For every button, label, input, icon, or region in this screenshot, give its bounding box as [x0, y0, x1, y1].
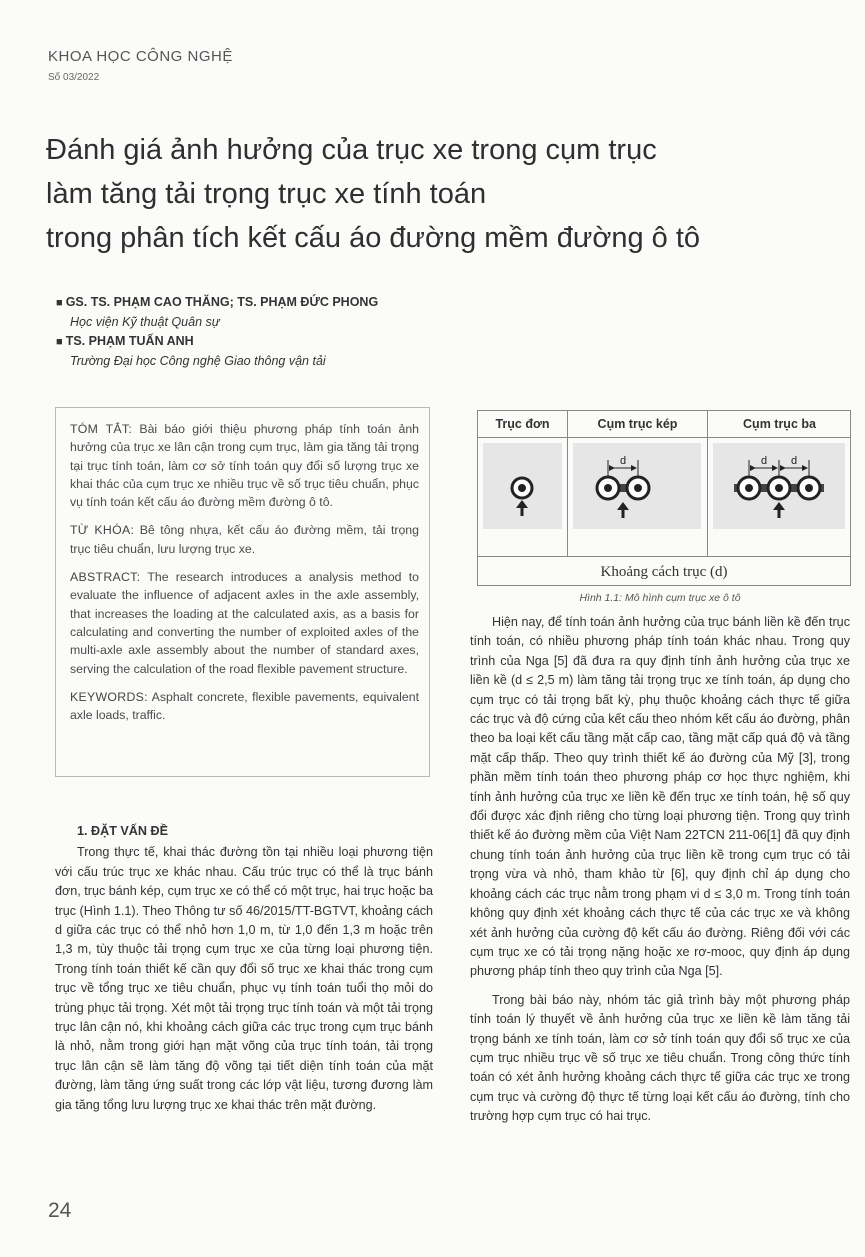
title-line: Đánh giá ảnh hưởng của trục xe trong cụm trục	[46, 134, 657, 166]
author-block	[56, 293, 476, 371]
author-affiliation: Học viện Kỹ thuật Quân sự	[70, 315, 220, 329]
tandem-dim-label: d	[619, 455, 627, 467]
tridem-dim-label: d	[790, 455, 798, 467]
author-name: ■ TS. PHẠM TUẤN ANH	[56, 332, 476, 352]
section-label: KHOA HỌC CÔNG NGHỆ	[48, 48, 233, 65]
keywords-en-text: Asphalt concrete, flexible pavements, equivalent axle loads, traffic.	[70, 689, 419, 723]
left-column	[55, 822, 433, 1115]
paragraph: Hiện nay, để tính toán ảnh hưởng của trục bánh liền kề đến trục tính toán, có nhiều phương pháp tính toán khác nhau. Trong quy trình của Nga [5] đã đưa ra quy định tính ảnh hưởng của trục xe liền kề (d ≤ 2,5 m) làm tăng tải trọng trục xe tính toán, áp dụng cho cụm trục có tải trọng bất kỳ, phụ thuộc khoảng cách thực tế giữa các trục và độ cứng của kết cấu theo nhóm kết cấu áo đường, phân theo ba loại kết cấu tầng mặt cấp cao, tầng mặt cấp quá độ và tầng mặt cấp thấp. Theo quy trình thiết kế áo đường của Mỹ [3], trong phần mềm tính toán theo phương pháp cơ học thực nghiệm, khi tính ảnh hưởng của trục xe liền kề đến trục xe tính toán, hệ số quy đổi được xác định riêng cho từng loại phương tiện. Trong quy trình thiết kế áo đường mềm của Việt Nam 22TCN 211-06[1] đã quy định chung tính toán ảnh hưởng của trục liền kề trong cụm trục có tải trọng vừa và nhỏ, tham khảo từ [6], quy định chỉ áp dụng cho khoảng cách các trục nằm trong phạm vi d ≤ 3,0 m. Trong tính toán không quy định xét khoảng cách thực tế của các trục xe và không xét ảnh hưởng của cường độ kết cấu áo đường. Riêng đối với các cụm trục xe có tải trọng nặng hoặc xe rơ-mooc, quy định áp dụng phương pháp tính theo quy trình của Nga [5].	[470, 615, 850, 979]
title-line: trong phân tích kết cấu áo đường mềm đường ô tô	[46, 222, 701, 254]
article-title	[46, 128, 826, 260]
keywords-vn	[70, 521, 419, 558]
abstract-en-label: ABSTRACT:	[70, 570, 141, 585]
axle-figure	[477, 410, 851, 586]
fig-header-tandem: Cụm trục kép	[568, 411, 707, 438]
right-column	[470, 613, 850, 1127]
keywords-vn-label: TỪ KHÓA:	[70, 523, 135, 538]
keywords-en	[70, 688, 419, 725]
figure-caption: Hình 1.1: Mô hình cụm trục xe ô tô	[579, 592, 741, 604]
paragraph: Trong bài báo này, nhóm tác giả trình bày một phương pháp tính toán lý thuyết về ảnh hưởng của trục xe liền kề làm tăng tải trọng bánh xe tính toán, làm cơ sở tính toán quy đổi số trục xe của cụm trục nhiều trục về số trục xe tiêu chuẩn. Trong công thức tính toán có xét ảnh hưởng khoảng cách thực tế giữa các trục xe trong cụm trục và cường độ thực tế từng loại kết cấu áo đường, tính cho trường hợp cụm trục có hai trục.	[470, 992, 850, 1124]
tridem-dim-label: d	[760, 455, 768, 467]
author-affiliation: Trường Đại học Công nghệ Giao thông vận tải	[70, 354, 326, 368]
abstract-vn-label: TÓM TẮT:	[70, 422, 133, 436]
issue-number: Số 03/2022	[48, 72, 100, 83]
author-name: ■ GS. TS. PHẠM CAO THĂNG; TS. PHẠM ĐỨC PHONG	[56, 293, 476, 313]
axle-diagrams	[478, 438, 850, 556]
abstract-box	[55, 407, 430, 777]
paragraph: Trong thực tế, khai thác đường tồn tại nhiều loại phương tiện với cấu trúc trục xe khác nhau. Cấu trúc trục có thể là trục bánh đơn, trục bánh kép, cụm trục xe có thể có một trục, hai trục hoặc ba trục (Hình 1.1). Theo Thông tư số 46/2015/TT-BGTVT, khoảng cách d giữa các trục có thể nhỏ hơn 1,0 m, từ 1,0 đến 1,3 m hoặc trên 1,3 m, tùy thuộc tải trọng cụm trục xe của từng loại phương tiện. Trong tính toán thiết kế cần quy đổi số trục xe khai thác trong cụm trục về tổng trục xe tiêu chuẩn, phục vụ tính toán tuổi thọ mỏi do trùng phục tải trọng. Xét một tải trọng trục tính toán và một tải trọng trục lân cận nó, khi khoảng cách giữa các trục trong cụm trục bánh là nhỏ, nằm trong giới hạn mặt võng của trục tính toán, tải trọng trục lân cận sẽ làm tăng độ võng tại tiết diện tính toán của mặt đường, làm tăng ứng suất trong các lớp vật liệu, tương đương làm gia tăng tổng lưu lượng trục xe khai thác trên mặt đường.	[55, 845, 433, 1112]
abstract-vn	[70, 420, 419, 511]
fig-bottom-label: Khoảng cách trục (d)	[478, 556, 850, 587]
section-heading: 1. ĐẶT VẤN ĐỀ	[77, 824, 168, 838]
fig-header-single: Trục đơn	[478, 411, 567, 438]
abstract-en	[70, 568, 419, 678]
page-number: 24	[48, 1199, 72, 1222]
fig-header-tridem: Cụm trục ba	[708, 411, 851, 438]
abstract-en-text: The research introduces a analysis method to evaluate the influence of adjacent axles in the axle assembly, that increases the loading at the calculated axis, as a basis for calculating and converting the number of exploited axles of the multi-axle axle assembly about the number of standard axes, serving the calculation of the road flexible pavement structure.	[70, 570, 419, 676]
title-line: làm tăng tải trọng trục xe tính toán	[46, 178, 487, 210]
abstract-vn-text: Bài báo giới thiệu phương pháp tính toán ảnh hưởng của trục xe lân cận trong cụm trục, làm gia tăng tải trọng tại trục tính toán, làm cơ sở tính toán quy đổi số lượng trục xe khai thác của cụm trục xe nhiều trục về số trục tiêu chuẩn, phục vụ tính toán kết cấu áo đường mềm đường ô tô.	[70, 422, 419, 510]
keywords-en-label: KEYWORDS:	[70, 689, 148, 704]
keywords-vn-text: Bê tông nhựa, kết cấu áo đường mềm, tải trọng trục tiêu chuẩn, lưu lượng trục xe.	[70, 523, 419, 556]
